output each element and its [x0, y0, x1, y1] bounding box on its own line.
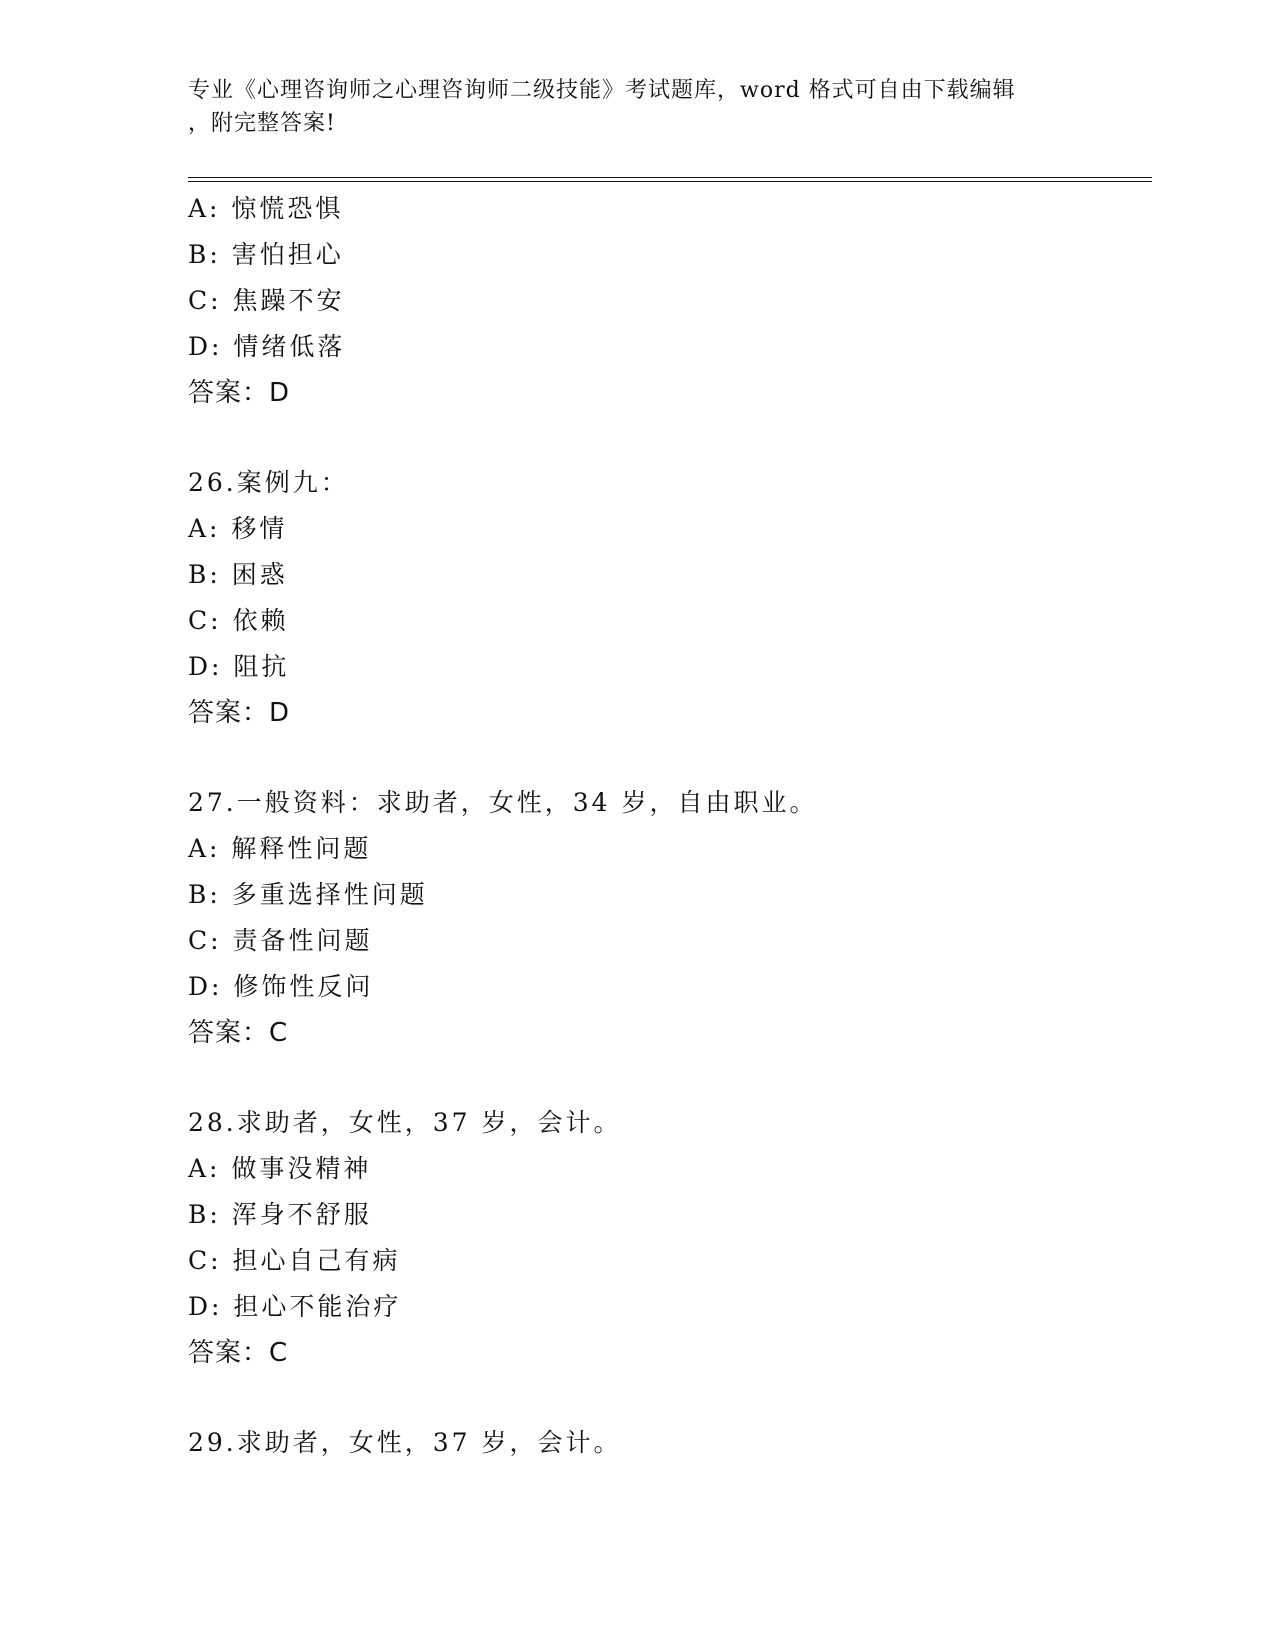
answer-option: C: 责备性问题	[188, 926, 373, 955]
header-title-line-2: ，附完整答案!	[188, 111, 336, 136]
answer-option: A: 惊慌恐惧	[188, 194, 344, 223]
answer-option: D: 情绪低落	[188, 332, 346, 361]
question-block	[188, 780, 1148, 1056]
answer-option: C: 担心自己有病	[188, 1246, 401, 1275]
answer-option: D: 修饰性反问	[188, 972, 374, 1001]
header-rule-bottom	[188, 181, 1152, 182]
answer-option: B: 多重选择性问题	[188, 880, 428, 909]
question-block	[188, 460, 1148, 736]
header-rule-top	[188, 177, 1152, 178]
answer-key: 答案：C	[188, 1018, 289, 1048]
answer-option: A: 做事没精神	[188, 1154, 372, 1183]
answer-option: D: 担心不能治疗	[188, 1292, 402, 1321]
answer-option: B: 困惑	[188, 560, 288, 589]
question-list	[188, 186, 1148, 1466]
answer-option: A: 移情	[188, 514, 288, 543]
answer-option: B: 浑身不舒服	[188, 1200, 372, 1229]
question-text: 26.案例九：	[188, 468, 349, 497]
question-block	[188, 1100, 1148, 1376]
answer-option: D: 阻抗	[188, 652, 290, 681]
answer-key: 答案：D	[188, 698, 291, 728]
answer-option: C: 依赖	[188, 606, 289, 635]
header-title-line-1: 专业《心理咨询师之心理咨询师二级技能》考试题库，word 格式可自由下载编辑	[188, 78, 1016, 103]
question-text: 28.求助者，女性，37 岁，会计。	[188, 1108, 622, 1137]
question-text: 27.一般资料：求助者，女性，34 岁，自由职业。	[188, 788, 818, 817]
answer-key: 答案：C	[188, 1338, 289, 1368]
answer-option: B: 害怕担心	[188, 240, 344, 269]
question-text: 29.求助者，女性，37 岁，会计。	[188, 1428, 622, 1457]
answer-option: A: 解释性问题	[188, 834, 372, 863]
answer-key: 答案：D	[188, 378, 291, 408]
document-header	[188, 74, 1088, 140]
answer-option: C: 焦躁不安	[188, 286, 345, 315]
question-block	[188, 1420, 1148, 1466]
question-block	[188, 186, 1148, 416]
